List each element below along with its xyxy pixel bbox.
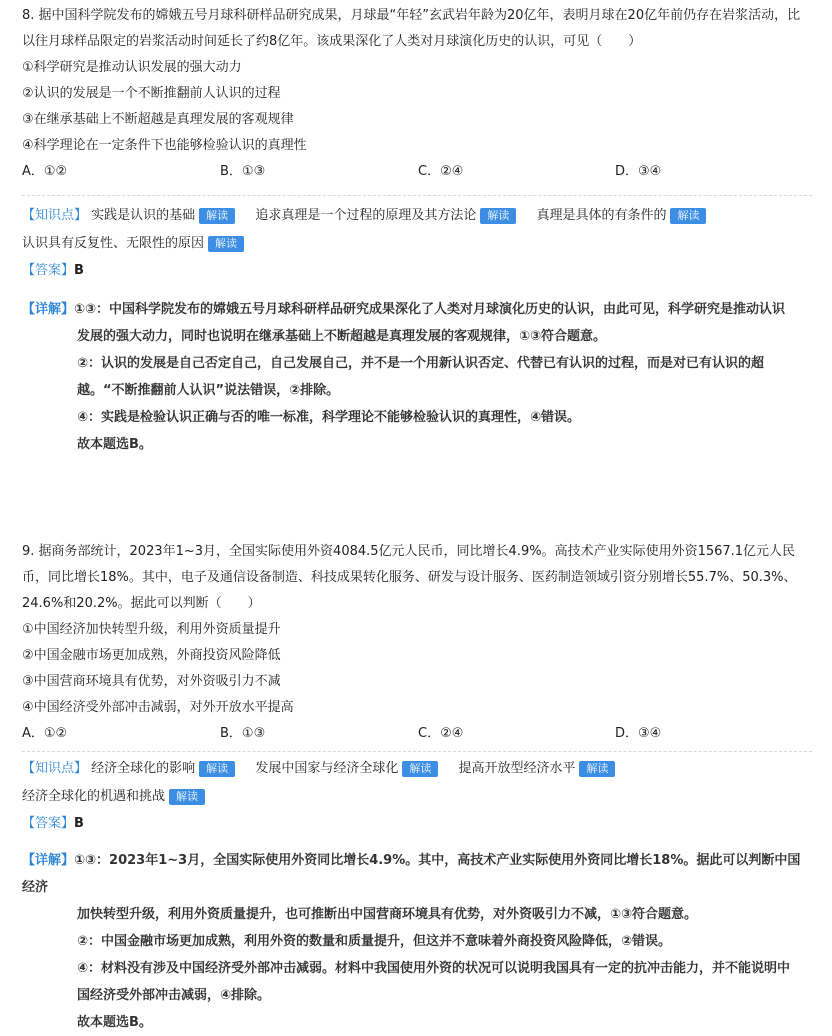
- option-statement-4: ④中国经济受外部冲击减弱，对外开放水平提高: [22, 700, 294, 715]
- choice-d: D．③④: [615, 726, 662, 741]
- choice-b: B．①③: [220, 726, 266, 741]
- answer-label: 【答案】: [22, 816, 75, 831]
- knowledge-label: 【知识点】: [22, 761, 88, 776]
- explain-button[interactable]: 解读: [199, 208, 235, 224]
- explain-button[interactable]: 解读: [579, 761, 615, 777]
- answer: [22, 258, 832, 284]
- explanation-label: 【详解】: [22, 302, 75, 317]
- answer: [22, 811, 832, 837]
- explain-button[interactable]: 解读: [169, 789, 205, 805]
- choice-a: A．①②: [22, 726, 68, 741]
- choice-c: C．②④: [418, 164, 464, 179]
- question-9: [0, 539, 832, 1036]
- knowledge-point[interactable]: 经济全球化的影响: [91, 761, 196, 776]
- explanation-line: 国经济受外部冲击减弱，④排除。: [77, 988, 271, 1003]
- knowledge-points: [22, 202, 812, 258]
- knowledge-point[interactable]: 经济全球化的机遇和挑战: [22, 789, 166, 804]
- knowledge-point[interactable]: 追求真理是一个过程的原理及其方法论: [255, 208, 477, 223]
- explanation-line: 加快转型升级，利用外资质量提升，也可推断出中国营商环境具有优势，对外资吸引力不减，①③符合题意。: [77, 907, 698, 922]
- choice-a: A．①②: [22, 164, 68, 179]
- explanation-line: ①③：中国科学院发布的嫦娥五号月球科研样品研究成果深化了人类对月球演化历史的认识，由此可见，科学研究是推动认识: [74, 302, 786, 317]
- answer-value: B: [74, 263, 84, 278]
- option-statement-4: ④科学理论在一定条件下也能够检验认识的真理性: [22, 138, 307, 153]
- explanation-line: ②：中国金融市场更加成熟，利用外资的数量和质量提升，但这并不意味着外商投资风险降低，②错误。: [77, 934, 672, 949]
- explanation-line: 故本题选B。: [77, 437, 152, 452]
- explanation: [22, 296, 812, 458]
- option-statement-1: ①科学研究是推动认识发展的强大动力: [22, 60, 242, 75]
- explain-button[interactable]: 解读: [480, 208, 516, 224]
- explain-button[interactable]: 解读: [402, 761, 438, 777]
- knowledge-label: 【知识点】: [22, 208, 88, 223]
- answer-label: 【答案】: [22, 263, 75, 278]
- explanation-line: ④：实践是检验认识正确与否的唯一标准，科学理论不能够检验认识的真理性，④错误。: [77, 410, 581, 425]
- knowledge-points: [22, 755, 812, 811]
- answer-choices: [0, 721, 832, 747]
- explanation-line: 故本题选B。: [77, 1015, 152, 1030]
- option-statement-2: ②中国金融市场更加成熟，外商投资风险降低: [22, 648, 281, 663]
- question-8: [0, 3, 832, 458]
- answer-choices: [0, 159, 832, 185]
- explain-button[interactable]: 解读: [208, 236, 244, 252]
- question-stem: 8. 据中国科学院发布的嫦娥五号月球科研样品研究成果，月球最“年轻”玄武岩年龄为20亿年，表明月球在20亿年前仍存在岩浆活动，比以往月球样品限定的岩浆活动时间延长了约8亿年。该成果深化了人类对月球演化历史的认识，可见（ ）: [22, 8, 801, 49]
- explanation: [22, 847, 812, 1036]
- choice-d: D．③④: [615, 164, 662, 179]
- explanation-line: 发展的强大动力，同时也说明在继承基础上不断超越是真理发展的客观规律，①③符合题意。: [77, 329, 607, 344]
- question-stem: 9. 据商务部统计，2023年1~3月，全国实际使用外资4084.5亿元人民币，同比增长4.9%。高技术产业实际使用外资1567.1亿元人民币，同比增长18%。其中，电子及通信设备制造、科技成果转化服务、研发与设计服务、医药制造领域引资分别增长55.7%、50.3%、24.6%和20.2%。据此可以判断（ ）: [22, 544, 797, 611]
- knowledge-point[interactable]: 实践是认识的基础: [91, 208, 196, 223]
- choice-c: C．②④: [418, 726, 464, 741]
- option-statement-3: ③在继承基础上不断超越是真理发展的客观规律: [22, 112, 294, 127]
- explanation-label: 【详解】: [22, 853, 75, 868]
- answer-value: B: [74, 816, 84, 831]
- explain-button[interactable]: 解读: [670, 208, 706, 224]
- knowledge-point[interactable]: 提高开放型经济水平: [458, 761, 576, 776]
- knowledge-point[interactable]: 真理是具体的有条件的: [536, 208, 667, 223]
- explanation-line: 越。“不断推翻前人认识”说法错误，②排除。: [77, 383, 340, 398]
- explain-button[interactable]: 解读: [199, 761, 235, 777]
- explanation-line: ②：认识的发展是自己否定自己，自己发展自己，并不是一个用新认识否定、代替已有认识的过程，而是对已有认识的超: [77, 356, 765, 371]
- choice-b: B．①③: [220, 164, 266, 179]
- knowledge-point[interactable]: 认识具有反复性、无限性的原因: [22, 236, 205, 251]
- option-statement-1: ①中国经济加快转型升级，利用外资质量提升: [22, 622, 281, 637]
- knowledge-point[interactable]: 发展中国家与经济全球化: [255, 761, 399, 776]
- explanation-line: ①③：2023年1~3月，全国实际使用外资同比增长4.9%。其中，高技术产业实际使用外资同比增长18%。据此可以判断中国经济: [22, 853, 801, 895]
- option-statement-3: ③中国营商环境具有优势，对外资吸引力不减: [22, 674, 281, 689]
- explanation-line: ④：材料没有涉及中国经济受外部冲击减弱。材料中我国使用外资的状况可以说明我国具有一定的抗冲击能力，并不能说明中: [77, 961, 791, 976]
- option-statement-2: ②认识的发展是一个不断推翻前人认识的过程: [22, 86, 281, 101]
